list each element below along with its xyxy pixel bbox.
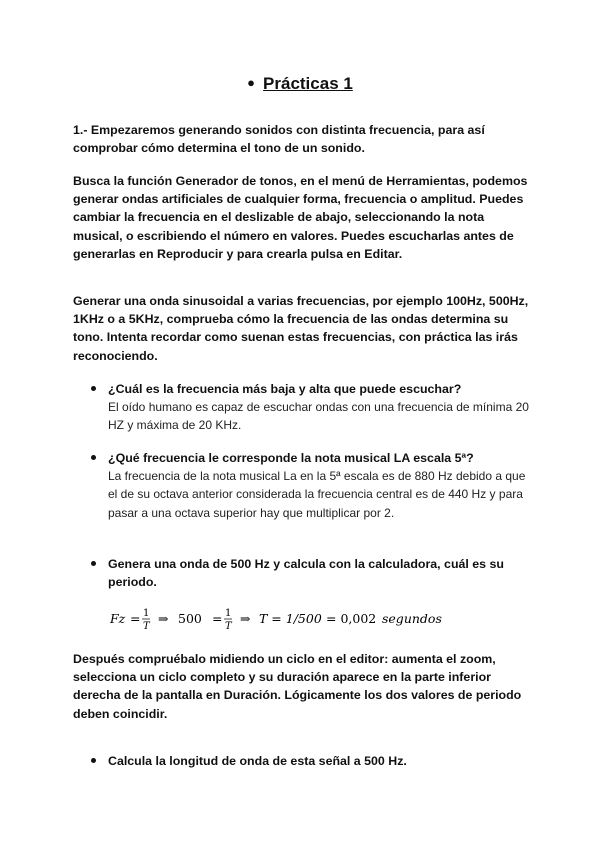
bullet-dot xyxy=(91,758,96,763)
bullet-dot xyxy=(91,455,96,460)
bullet-dot xyxy=(91,386,96,391)
title-bullet: ● xyxy=(247,75,256,90)
bullet-dot xyxy=(91,561,96,566)
formula-numerator-2: 1 xyxy=(225,608,232,619)
formula-result: = 0,002 xyxy=(326,611,377,626)
list-item xyxy=(91,555,531,591)
verification-paragraph: Después compruébalo midiendo un ciclo en el editor: aumenta el zoom, selecciona un ciclo completo y su duración aparece en la parte inferior derecha de la pantalla en Duración. Lógicamente los dos valores de periodo deben coincidir. xyxy=(73,652,522,721)
question-text: Genera una onda de 500 Hz y calcula con la calculadora, cuál es su periodo. xyxy=(108,557,504,590)
formula-arrow: ⇒ xyxy=(158,611,169,626)
formula-unit: segundos xyxy=(382,611,442,626)
formula-rhs: T = 1/500 xyxy=(259,611,322,626)
formula-500: 500 xyxy=(178,611,202,626)
answer-text: El oído humano es capaz de escuchar ondas con una frecuencia de mínima 20 HZ y máxima de 20 KHz. xyxy=(108,400,529,433)
formula-eq2: = xyxy=(212,611,223,626)
formula-eq: = xyxy=(130,611,141,626)
formula-arrow-2: ⇒ xyxy=(240,611,251,626)
question-text: Calcula la longitud de onda de esta señal a 500 Hz. xyxy=(108,754,407,768)
list-item xyxy=(91,449,531,522)
formula-denominator: T xyxy=(143,621,150,632)
intro-paragraph: 1.- Empezaremos generando sonidos con distinta frecuencia, para así comprobar cómo determina el tono de un sonido. xyxy=(73,123,485,156)
answer-text: La frecuencia de la nota musical La en la 5ª escala es de 880 Hz debido a que el de su octava anterior considerada la frecuencia central es de 440 Hz y para pasar a una octava superior hay que multiplicar por 2. xyxy=(108,469,526,520)
page-title xyxy=(0,74,600,94)
period-formula xyxy=(110,604,470,634)
list-item xyxy=(91,752,531,770)
formula-denominator-2: T xyxy=(225,621,232,632)
title-text: Prácticas 1 xyxy=(263,74,353,93)
formula-svg xyxy=(110,604,470,634)
question-text: ¿Cuál es la frecuencia más baja y alta que puede escuchar? xyxy=(108,382,462,396)
formula-fz: Fz xyxy=(110,611,126,626)
question-text: ¿Qué frecuencia le corresponde la nota musical LA escala 5ª? xyxy=(108,451,474,465)
formula-numerator: 1 xyxy=(143,608,150,619)
tone-generator-paragraph: Busca la función Generador de tonos, en el menú de Herramientas, podemos generar ondas artificiales de cualquier forma, frecuencia o amplitud. Puedes cambiar la frecuencia en el deslizable de abajo, seleccionando la nota musical, o escribiendo el número en valores. Puedes escucharlas antes de generarlas en Reproducir y para crearla pulsa en Editar. xyxy=(73,174,528,261)
list-item xyxy=(91,380,531,435)
sine-wave-paragraph: Generar una onda sinusoidal a varias frecuencias, por ejemplo 100Hz, 500Hz, 1KHz o a 5KHz, comprueba cómo la frecuencia de las ondas determina su tono. Intenta recordar como suenan estas frecuencias, con práctica las irás reconociendo. xyxy=(73,294,529,363)
